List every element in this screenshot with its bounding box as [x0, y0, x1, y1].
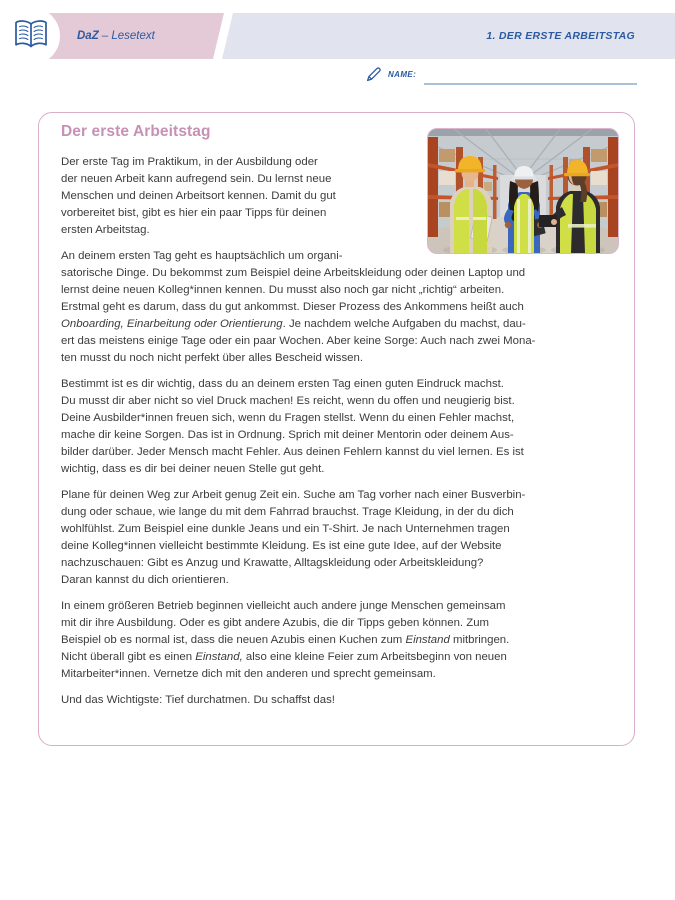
article-title: Der erste Arbeitstag — [61, 123, 211, 140]
reading-box — [38, 112, 635, 746]
pencil-icon — [366, 66, 382, 87]
worksheet-type-badge — [77, 13, 155, 59]
warehouse-photo-illustration — [428, 129, 618, 253]
name-label: NAME: — [388, 70, 417, 79]
name-input-line[interactable] — [424, 83, 637, 85]
chapter-title: 1. DER ERSTE ARBEITSTAG — [486, 30, 635, 42]
paragraph: In einem größeren Betrieb beginnen vielleicht auch andere junge Menschen gemeinsam mit dir ihre Ausbildung. Oder es gibt andere Azubis, die dir Tipps geben können. Zum Beispiel ob es normal ist, dass die neuen Azubis einen Kuchen zum Einstand mitbringen. Nicht überall gibt es einen Einstand, also eine kleine Feier zum Arbeitsbeginn von neuen Mitarbeiter*innen. Vernetze dich mit den anderen und sprecht gemeinsam. — [61, 600, 510, 680]
paragraph: An deinem ersten Tag geht es hauptsächlich um organi- satorische Dinge. Du bekommst zum Beispiel deine Arbeitskleidung oder deinen Laptop und lernst deine neuen Kolleg*innen kennen. Du musst also noch gar nicht „richtig“ arbeiten. Erstmal geht es darum, dass du gut ankommst. Dieser Prozess des Ankommens heißt auch Onboarding, Einarbeitung oder Orientierung. Je nachdem welche Aufgaben du machst, dau- ert das meistens einige Tage oder ein paar Wochen. Aber keine Sorge: Auch nach zwei Mona- ten musst du noch nicht perfekt über alles Bescheid wissen. — [61, 250, 536, 364]
open-book-icon — [13, 18, 49, 55]
paragraph: Und das Wichtigste: Tief durchatmen. Du schaffst das! — [61, 694, 335, 706]
paragraph: Bestimmt ist es dir wichtig, dass du an deinem ersten Tag einen guten Eindruck machst. Du musst dir aber nicht so viel Druck machen! Es reicht, wenn du offen und neugierig bist. Deine Ausbilder*innen freuen sich, wenn du Fragen stellst. Wenn du einen Fehler machst, mache dir keine Sorgen. Das ist in Ordnung. Sprich mit deiner Mentorin oder deinem Aus- bilder darüber. Jeder Mensch macht Fehler. Aus deinen Fehlern kannst du viel lernen. Es ist wichtig, dass es dir bei deiner neuen Stelle gut geht. — [61, 378, 524, 475]
badge-bold-text: DaZ — [77, 30, 99, 42]
logo-bubble — [2, 7, 60, 65]
photo-warehouse-workers — [427, 128, 619, 254]
paragraph: Der erste Tag im Praktikum, in der Ausbildung oder der neuen Arbeit kann aufregend sein. Du lernst neue Menschen und deinen Arbeitsort kennen. Damit du gut vorbereitet bist, gibt es hier ein paar Tipps für deinen ersten Arbeitstag. — [61, 156, 336, 236]
badge-suffix-text: – Lesetext — [101, 30, 155, 42]
paragraph: Plane für deinen Weg zur Arbeit genug Zeit ein. Suche am Tag vorher nach einer Busverbin- dung oder schaue, wie lange du mit dem Fahrrad brauchst. Trage Kleidung, in der du dich wohlfühlst. Zum Beispiel eine dunkle Jeans und ein T-Shirt. Je nach Unternehmen tragen deine Kolleg*innen vielleicht bestimmte Kleidung. Es ist eine gute Idee, auf der Website nachzuschauen: Gibt es Anzug und Krawatte, Alltagskleidung oder Arbeitskleidung? Daran kannst du dich orientieren. — [61, 489, 526, 586]
